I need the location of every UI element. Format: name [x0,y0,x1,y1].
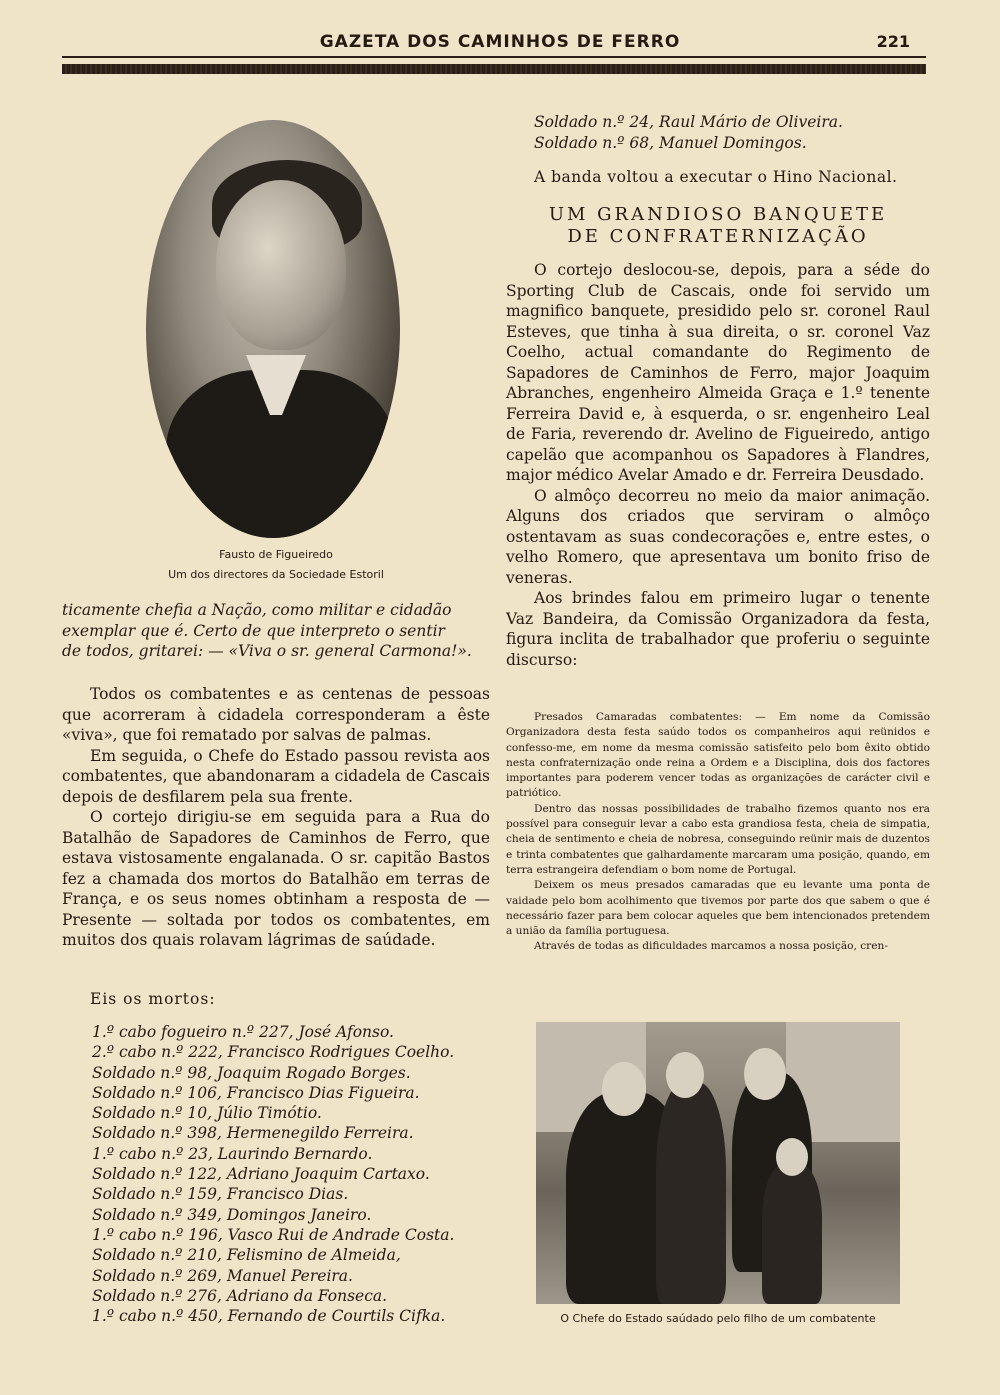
photo-figure-officer [656,1082,726,1304]
paragraph: O cortejo deslocou-se, depois, para a séde do Sporting Club de Cascais, onde foi servido um magnifico banquete, presidido pelo sr. coronel Raul Esteves, que tinha à sua direita, o sr. coronel Vaz Coelho, actual comandante do Regimento de Sapadores de Caminhos de Ferro, major Joaquim Abranches, engenheiro Almeida Graça e 1.º tenente Ferreira David e, à esquerda, o sr. engenheiro Leal de Faria, reverendo dr. Avelino de Figueiredo, antigo capelão que acompanhou os Sapadores à Flandres, major médico Avelar Amado e dr. Ferreira Deusdado. [506,261,930,484]
italic-line: de todos, gritarei: — «Viva o sr. general Carmona!». [62,642,472,660]
photo-figure-child [762,1162,822,1304]
photo-face [602,1062,646,1116]
list-item: Soldado n.º 398, Hermenegildo Ferreira. [92,1124,414,1143]
right-column-top [506,112,930,188]
right-body-text [506,260,930,670]
list-item: 1.º cabo n.º 23, Laurindo Bernardo. [92,1144,373,1163]
italic-continuation [62,600,490,662]
list-item: 1.º cabo n.º 196, Vasco Rui de Andrade Costa. [92,1225,455,1244]
list-item: 2.º cabo n.º 222, Francisco Rodrigues Coelho. [92,1043,455,1062]
italic-line: exemplar que é. Certo de que interpreto o sentir [62,621,445,640]
publication-title: GAZETA DOS CAMINHOS DE FERRO [319,32,681,52]
soldado-line: Soldado n.º 68, Manuel Domingos. [534,133,807,152]
list-item: Soldado n.º 106, Francisco Dias Figueira. [92,1083,420,1102]
event-photo [536,1022,900,1304]
list-item: Soldado n.º 159, Francisco Dias. [92,1185,349,1204]
portrait-face [216,180,346,350]
header-rule-thick [62,64,926,74]
page-number: 221 [876,32,910,51]
left-body-text [62,684,490,951]
list-item: Soldado n.º 10, Júlio Timótio. [92,1104,322,1123]
section-title [506,204,930,248]
list-item: Soldado n.º 349, Domingos Janeiro. [92,1205,372,1224]
soldado-line: Soldado n.º 24, Raul Mário de Oliveira. [534,113,843,131]
event-photo-image [536,1022,900,1304]
hino-line: A banda voltou a executar o Hino Nacional. [534,168,898,186]
speech-text [506,710,930,955]
list-item: 1.º cabo fogueiro n.º 227, José Afonso. [92,1023,394,1041]
mortos-heading: Eis os mortos: [90,990,216,1008]
paragraph: Todos os combatentes e as centenas de pessoas que acorreram à cidadela corresponderam a êste «viva», que foi rematado por salvas de palmas. [62,685,490,744]
photo-face [666,1052,704,1098]
section-title-line: UM GRANDIOSO BANQUETE [548,204,888,225]
portrait-oval [146,120,400,538]
list-item: Soldado n.º 269, Manuel Pereira. [92,1266,353,1285]
list-item: Soldado n.º 98, Joaquim Rogado Borges. [92,1063,411,1082]
section-title-line: DE CONFRATERNIZAÇÃO [567,226,869,247]
list-item: Soldado n.º 122, Adriano Joaquim Cartaxo. [92,1165,430,1184]
mortos-list [92,1022,492,1326]
header-rule-thin [62,56,926,58]
list-item: Soldado n.º 210, Felismino de Almeida, [92,1246,401,1265]
list-item: 1.º cabo n.º 450, Fernando de Courtils Cifka. [92,1307,446,1326]
speech-paragraph: Presados Camaradas combatentes: — Em nome da Comissão Organizadora desta festa saúdo todos os companheiros aqui reünidos e confesso-me, em nome da mesma comissão satisfeito pelo bom êxito obtido nesta confraternização onde reina a Ordem e a Disciplina, dois dos factores importantes para poderem vencer todas as organizações de carácter civil e patriótico. [506,711,930,800]
paragraph: Em seguida, o Chefe do Estado passou revista aos combatentes, que abandonaram a cidadela de Cascais depois de desfilarem pela sua frente. [62,746,490,806]
paragraph: O almôço decorreu no meio da maior animação. Alguns dos criados que serviram o almôço ostentavam as suas condecorações e, entre estes, o velho Romero, que apresentava um bonito friso de veneras. [506,486,930,587]
portrait-caption-name: Fausto de Figueiredo [219,548,333,561]
paragraph: O cortejo dirigiu-se em seguida para a Rua do Batalhão de Sapadores de Caminhos de Ferro, que estava vistosamente engalanada. O sr. capitão Bastos fez a chamada dos mortos do Batalhão em terras de França, e os seus nomes obtinham a resposta de — Presente — soltada por todos os combatentes, em muitos dos quais rolavam lágrimas de saúdade. [62,808,490,949]
photo-caption: O Chefe do Estado saúdado pelo filho de um combatente [560,1312,876,1325]
photo-face [776,1138,808,1176]
speech-paragraph: Através de todas as dificuldades marcamos a nossa posição, cren- [534,940,888,953]
portrait-photo [146,120,400,538]
list-item: Soldado n.º 276, Adriano da Fonseca. [92,1286,388,1305]
paragraph: Aos brindes falou em primeiro lugar o tenente Vaz Bandeira, da Comissão Organizadora da festa, figura inclita de trabalhador que proferiu o seguinte discurso: [506,589,930,669]
italic-line: ticamente chefia a Nação, como militar e cidadão [62,601,452,619]
photo-face [744,1048,786,1100]
speech-paragraph: Dentro das nossas possibilidades de trabalho fizemos quanto nos era possível para conseguir levar a cabo esta grandiosa festa, cheia de simpatia, cheia de sentimento e cheia de nobresa, conseguindo reünir mais de duzentos e trinta combatentes que galhardamente marcaram uma posição, quando, em terra estrangeira defendiam o bom nome de Portugal. [506,802,930,876]
speech-paragraph: Deixem os meus presados camaradas que eu levante uma ponta de vaidade pelo bom acolhimento que tivemos por parte dos que sabem o que é necessário fazer para bem colocar aqueles que bem intencionados pretendem a união da família portuguesa. [506,879,930,938]
portrait-caption-role: Um dos directores da Sociedade Estoril [168,568,384,581]
